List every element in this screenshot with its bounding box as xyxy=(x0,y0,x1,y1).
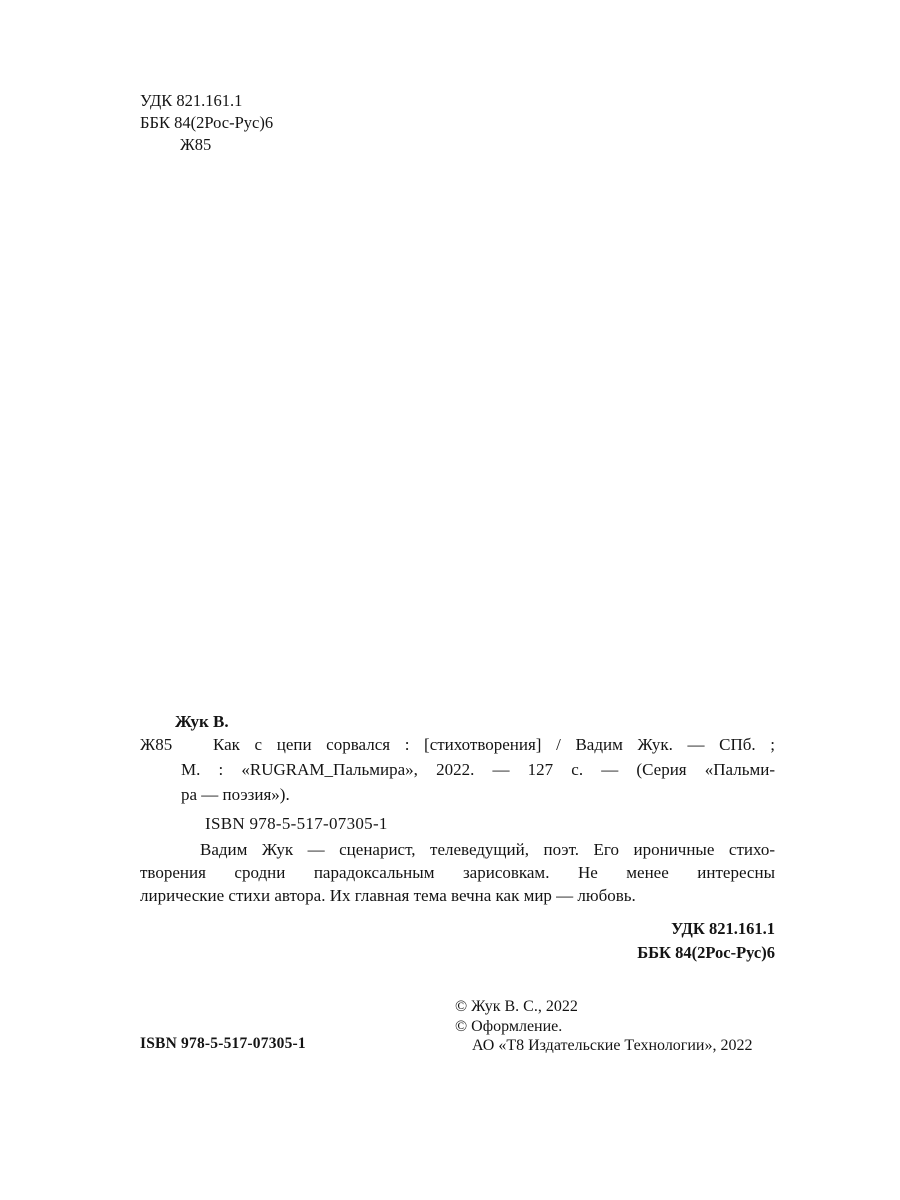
copyright-design-line: © Оформление. xyxy=(455,1017,563,1035)
isbn-footer: ISBN 978-5-517-07305-1 xyxy=(140,1035,306,1052)
author-heading: Жук В. xyxy=(175,712,229,731)
isbn-number: ISBN 978-5-517-07305-1 xyxy=(205,814,388,833)
publisher-line: АО «Т8 Издательские Технологии», 2022 xyxy=(472,1037,753,1054)
isbn-card-line xyxy=(140,811,775,836)
bibliographic-description-continued: М. : «RUGRAM_Пальмира», 2022. — 127 с. — (Серия «Пальми- xyxy=(181,760,775,779)
annotation-line-1 xyxy=(140,837,775,862)
bbk-code-top: ББК 84(2Рос-Рус)6 xyxy=(140,113,274,132)
annotation-line-2 xyxy=(140,860,775,885)
bibliographic-entry-line-2 xyxy=(140,757,775,782)
bibliographic-entry-line-3 xyxy=(140,782,775,807)
copyright-block xyxy=(455,997,753,1056)
annotation-text: творения сродни парадоксальным зарисовкам. Не менее интересны xyxy=(140,863,775,882)
classification-right-block xyxy=(637,917,775,964)
classification-top-block xyxy=(140,90,273,156)
bibliographic-entry-line-1 xyxy=(140,732,775,757)
author-sign-top: Ж85 xyxy=(180,135,212,154)
copyright-author-line: © Жук В. С., 2022 xyxy=(455,998,578,1015)
annotation-line-3 xyxy=(140,883,775,908)
bibliographic-description: Как с цепи сорвался : [стихотворения] / Вадим Жук. — СПб. ; xyxy=(213,735,775,754)
author-sign-entry: Ж85 xyxy=(140,735,173,754)
udk-code-top: УДК 821.161.1 xyxy=(140,91,243,110)
udk-code-right: УДК 821.161.1 xyxy=(671,919,775,938)
annotation-text: Вадим Жук — сценарист, телеведущий, поэт. Его ироничные стихо- xyxy=(200,840,775,859)
bibliographic-description-end: ра — поэзия»). xyxy=(181,785,290,804)
bbk-code-right: ББК 84(2Рос-Рус)6 xyxy=(637,942,775,962)
annotation-text: лирические стихи автора. Их главная тема вечна как мир — любовь. xyxy=(140,886,636,905)
